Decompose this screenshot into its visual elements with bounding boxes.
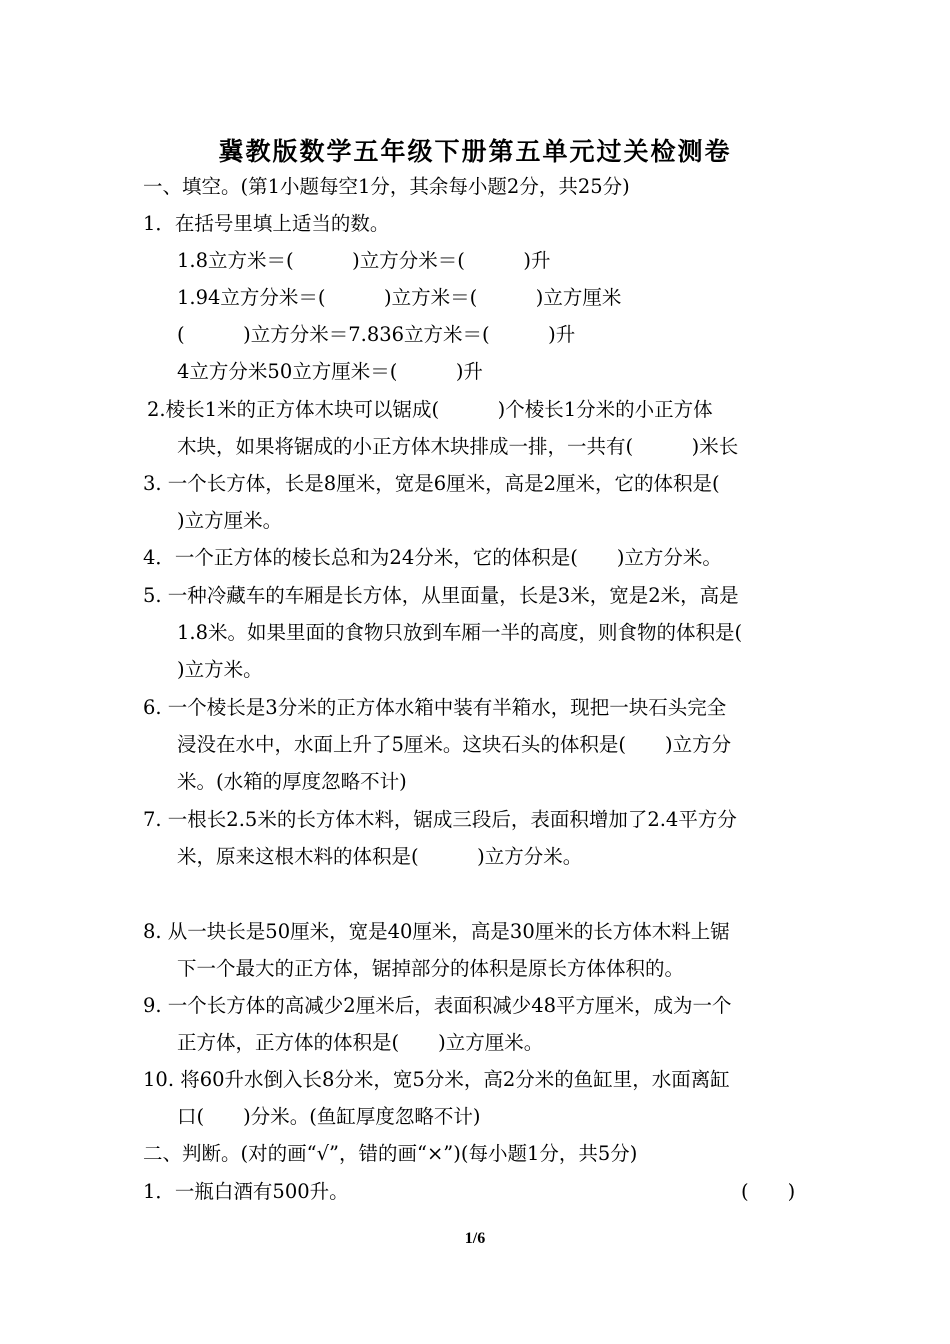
question-10-line-2: 口( )分米。(鱼缸厚度忽略不计)	[177, 1105, 481, 1128]
question-9-line-2: 正方体，正方体的体积是( )立方厘米。	[177, 1031, 544, 1054]
question-7-line-2: 米，原来这根木料的体积是( )立方分米。	[177, 845, 583, 868]
question-1-prompt: 1．在括号里填上适当的数。	[143, 212, 390, 235]
question-6-line-1: 6. 一个棱长是3分米的正方体水箱中装有半箱水，现把一块石头完全	[143, 696, 727, 719]
question-8-line-2: 下一个最大的正方体，锯掉部分的体积是原长方体体积的。	[177, 957, 685, 980]
question-5-line-3: )立方米。	[177, 658, 263, 681]
question-7-line-1: 7. 一根长2.5米的长方体木料，锯成三段后，表面积增加了2.4平方分	[143, 808, 737, 831]
question-10-line-1: 10. 将60升水倒入长8分米，宽5分米，高2分米的鱼缸里，水面离缸	[143, 1068, 730, 1091]
question-1-line-1: 1.8立方米＝( )立方分米＝( )升	[177, 249, 551, 272]
question-2-line-1: 2.棱长1米的正方体木块可以锯成( )个棱长1分米的小正方体	[147, 398, 713, 421]
question-6-line-3: 米。(水箱的厚度忽略不计)	[177, 770, 407, 793]
question-4: 4．一个正方体的棱长总和为24分米，它的体积是( )立方分米。	[143, 546, 722, 569]
question-9-line-1: 9. 一个长方体的高减少2厘米后，表面积减少48平方厘米，成为一个	[143, 994, 732, 1017]
question-2-line-2: 木块，如果将锯成的小正方体木块排成一排，一共有( )米长	[177, 435, 739, 458]
section-2-heading: 二、判断。(对的画“√”，错的画“×”)(每小题1分，共5分)	[143, 1142, 638, 1165]
answer-parentheses: ( )	[741, 1180, 796, 1203]
page-title: 冀教版数学五年级下册第五单元过关检测卷	[218, 137, 732, 166]
judge-question-1: 1．一瓶白酒有500升。	[143, 1180, 349, 1203]
question-1-line-2: 1.94立方分米＝( )立方米＝( )立方厘米	[177, 286, 622, 309]
question-1-line-4: 4立方分米50立方厘米＝( )升	[177, 360, 483, 383]
question-3-line-2: )立方厘米。	[177, 509, 283, 532]
question-5-line-1: 5. 一种冷藏车的车厢是长方体，从里面量，长是3米，宽是2米，高是	[143, 584, 739, 607]
page-number: 1/6	[464, 1230, 486, 1247]
question-6-line-2: 浸没在水中，水面上升了5厘米。这块石头的体积是( )立方分	[177, 733, 732, 756]
section-1-heading: 一、填空。(第1小题每空1分，其余每小题2分，共25分)	[143, 175, 630, 198]
question-1-line-3: ( )立方分米＝7.836立方米＝( )升	[177, 323, 576, 346]
question-3-line-1: 3. 一个长方体，长是8厘米，宽是6厘米，高是2厘米，它的体积是(	[143, 472, 720, 495]
question-8-line-1: 8. 从一块长是50厘米，宽是40厘米，高是30厘米的长方体木料上锯	[143, 920, 730, 943]
question-5-line-2: 1.8米。如果里面的食物只放到车厢一半的高度，则食物的体积是(	[177, 621, 743, 644]
